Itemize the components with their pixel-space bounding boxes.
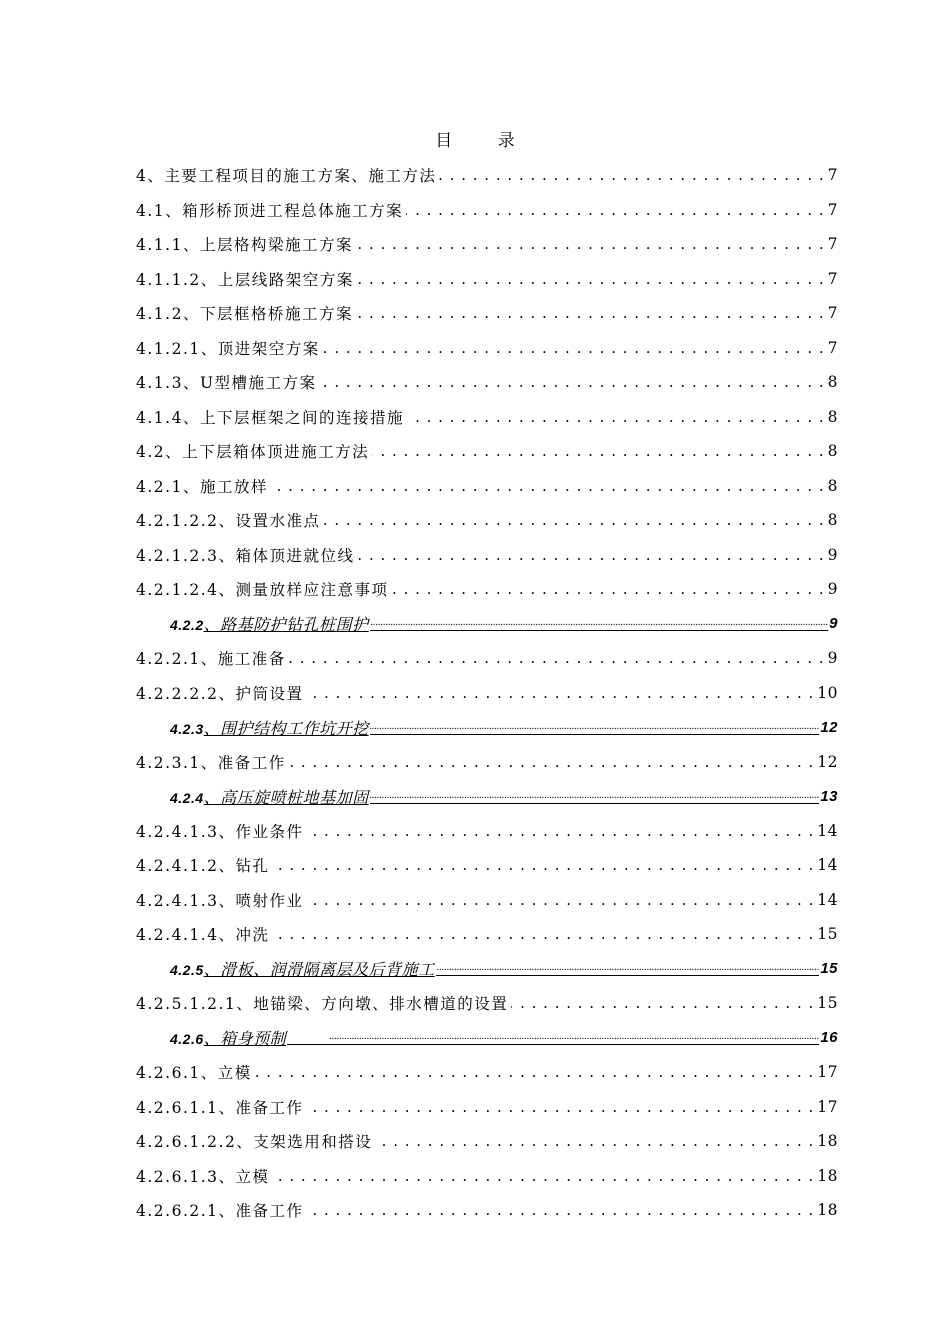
- toc-dot-leader: [307, 890, 815, 910]
- toc-entry-label: [170, 957, 435, 980]
- toc-entry-label: 4.1.3、U型槽施工方案: [136, 374, 317, 393]
- toc-entry-label: 4.2.6.2.1、准备工作: [136, 1202, 304, 1221]
- toc-page-number: 17: [817, 1097, 838, 1116]
- toc-dot-leader: [320, 372, 825, 392]
- toc-entry[interactable]: [136, 883, 838, 918]
- toc-entry[interactable]: [136, 1055, 838, 1090]
- toc-entry[interactable]: [136, 814, 838, 849]
- toc-entry-label: 4.1.2、下层框格桥施工方案: [136, 305, 353, 324]
- toc-dot-leader: [323, 338, 825, 358]
- toc-dot-leader: [370, 789, 820, 804]
- toc-entry[interactable]: [136, 848, 838, 883]
- toc-page-number: 18: [817, 1132, 838, 1151]
- toc-dot-leader: [406, 200, 824, 220]
- toc-dot-leader: [307, 1200, 815, 1220]
- toc-title: 目 录: [435, 131, 535, 151]
- toc-page-number: 9: [829, 615, 838, 633]
- toc-entry[interactable]: [136, 365, 838, 400]
- toc-list: [136, 158, 838, 1228]
- toc-dot-leader: [511, 993, 814, 1013]
- toc-page-number: 12: [820, 718, 838, 736]
- toc-entry[interactable]: [136, 227, 838, 262]
- toc-dot-leader: [255, 1062, 815, 1082]
- toc-entry[interactable]: [136, 1124, 838, 1159]
- toc-dot-leader: [273, 855, 815, 875]
- toc-page-number: 15: [820, 960, 838, 978]
- toc-entry-label: 4.2.1.2.2、设置水准点: [136, 512, 321, 531]
- toc-page-number: 13: [820, 787, 838, 805]
- toc-dot-leader: [289, 752, 815, 772]
- toc-entry-label: 4.2.5.1.2.1、地锚梁、方向墩、排水槽道的设置: [136, 995, 509, 1014]
- toc-dot-leader: [372, 441, 824, 461]
- toc-entry[interactable]: [136, 917, 838, 952]
- toc-dot-leader: [287, 1030, 819, 1045]
- toc-entry-label: 4.2.1、施工放样: [136, 477, 268, 496]
- toc-entry[interactable]: [136, 503, 838, 538]
- toc-entry-text: 、滑板、润滑隔离层及后背施工: [203, 962, 435, 980]
- toc-entry-label: 4.1.1、上层格构梁施工方案: [136, 236, 353, 255]
- toc-entry[interactable]: [136, 952, 838, 987]
- toc-page-number: 7: [827, 304, 838, 323]
- toc-entry-label: 4.1.2.1、顶进架空方案: [136, 339, 320, 358]
- toc-entry[interactable]: [136, 779, 838, 814]
- toc-page-number: 14: [817, 856, 838, 875]
- toc-entry-text: 、箱身预制: [203, 1031, 287, 1049]
- toc-entry[interactable]: [136, 1090, 838, 1125]
- toc-entry[interactable]: [136, 641, 838, 676]
- toc-entry[interactable]: [136, 676, 838, 711]
- toc-page-number: 16: [820, 1029, 838, 1047]
- toc-page-number: 12: [817, 752, 838, 771]
- toc-entry-label: 4.1.4、上下层框架之间的连接措施: [136, 408, 404, 427]
- toc-page-number: 7: [827, 200, 838, 219]
- toc-entry-number: 4.2.5: [170, 962, 204, 979]
- toc-page-number: 9: [827, 580, 838, 599]
- toc-entry-label: 4、主要工程项目的施工方案、施工方法: [136, 167, 437, 186]
- toc-entry-label: 4.2.1.2.3、箱体顶进就位线: [136, 546, 355, 565]
- toc-entry-label: 4.2.2.1、施工准备: [136, 650, 286, 669]
- toc-entry[interactable]: [136, 710, 838, 745]
- toc-entry-label: 4.2.6.1.1、准备工作: [136, 1098, 304, 1117]
- toc-entry[interactable]: [136, 745, 838, 780]
- toc-page-number: 9: [827, 649, 838, 668]
- toc-entry-label: 4.1、箱形桥顶进工程总体施工方案: [136, 201, 404, 220]
- toc-page-number: 8: [827, 511, 838, 530]
- toc-entry-label: [170, 1026, 286, 1049]
- toc-entry-label: 4.2.6.1.3、立模: [136, 1167, 270, 1186]
- toc-entry[interactable]: [136, 262, 838, 297]
- toc-dot-leader: [358, 545, 825, 565]
- toc-entry[interactable]: [136, 607, 838, 642]
- toc-page-number: 8: [827, 476, 838, 495]
- toc-dot-leader: [271, 476, 825, 496]
- toc-entry-number: 4.2.3: [170, 720, 204, 737]
- toc-dot-leader: [356, 303, 825, 323]
- toc-entry-number: 4.2.4: [170, 789, 204, 806]
- toc-entry-number: 4.2.2: [170, 617, 204, 634]
- toc-entry-label: [170, 785, 369, 808]
- toc-entry-label: 4.2.4.1.4、冲洗: [136, 926, 270, 945]
- toc-entry-label: [170, 612, 369, 635]
- toc-page-number: 7: [827, 338, 838, 357]
- toc-dot-leader: [407, 407, 825, 427]
- toc-entry[interactable]: [136, 1193, 838, 1228]
- toc-dot-leader: [307, 821, 815, 841]
- toc-entry-label: 4.2.4.1.2、钻孔: [136, 857, 270, 876]
- toc-page-number: 9: [827, 545, 838, 564]
- toc-dot-leader: [370, 720, 820, 735]
- toc-dot-leader: [356, 234, 825, 254]
- toc-dot-leader: [307, 683, 815, 703]
- toc-entry-text: 、高压旋喷桩地基加固: [203, 789, 369, 807]
- toc-page-number: 15: [817, 925, 838, 944]
- toc-entry-label: 4.2.4.1.3、喷射作业: [136, 891, 304, 910]
- toc-entry[interactable]: [136, 1159, 838, 1194]
- toc-entry[interactable]: [136, 434, 838, 469]
- toc-dot-leader: [273, 924, 815, 944]
- toc-entry[interactable]: [136, 572, 838, 607]
- toc-entry-number: 4.2.6: [170, 1031, 204, 1048]
- toc-page-number: 17: [817, 1063, 838, 1082]
- toc-entry-label: 4.2、上下层箱体顶进施工方法: [136, 443, 370, 462]
- toc-page-number: 7: [827, 235, 838, 254]
- toc-dot-leader: [357, 269, 825, 289]
- toc-page-number: 14: [817, 890, 838, 909]
- toc-entry-text: 、路基防护钻孔桩围护: [203, 617, 369, 635]
- toc-dot-leader: [439, 165, 824, 185]
- toc-dot-leader: [375, 1131, 814, 1151]
- toc-dot-leader: [289, 648, 825, 668]
- toc-page-number: 18: [817, 1166, 838, 1185]
- toc-entry[interactable]: [136, 331, 838, 366]
- toc-entry[interactable]: [136, 469, 838, 504]
- toc-page-number: 8: [827, 442, 838, 461]
- toc-entry-label: [170, 716, 369, 739]
- toc-entry-label: 4.2.3.1、准备工作: [136, 753, 286, 772]
- toc-entry-label: 4.2.6.1.2.2、支架选用和搭设: [136, 1133, 373, 1152]
- toc-dot-leader: [392, 579, 825, 599]
- toc-page-number: 8: [827, 373, 838, 392]
- toc-page-number: 8: [827, 407, 838, 426]
- toc-entry[interactable]: [136, 1021, 838, 1056]
- toc-page-number: 15: [817, 994, 838, 1013]
- toc-page-number: 14: [817, 821, 838, 840]
- toc-entry-label: 4.2.1.2.4、测量放样应注意事项: [136, 581, 389, 600]
- toc-entry[interactable]: [136, 193, 838, 228]
- toc-entry-text: 、围护结构工作坑开挖: [203, 720, 369, 738]
- toc-entry-label: 4.2.4.1.3、作业条件: [136, 822, 304, 841]
- toc-entry-label: 4.2.2.2.2、护筒设置: [136, 684, 304, 703]
- toc-dot-leader: [324, 510, 825, 530]
- toc-page-number: 18: [817, 1201, 838, 1220]
- toc-entry-label: 4.2.6.1、立模: [136, 1064, 252, 1083]
- toc-entry[interactable]: [136, 986, 838, 1021]
- toc-entry-label: 4.1.1.2、上层线路架空方案: [136, 270, 354, 289]
- toc-page-number: 7: [827, 269, 838, 288]
- toc-page-number: 7: [827, 166, 838, 185]
- toc-entry[interactable]: [136, 538, 838, 573]
- toc-dot-leader: [307, 1097, 815, 1117]
- toc-dot-leader: [273, 1166, 815, 1186]
- toc-entry[interactable]: [136, 296, 838, 331]
- toc-page-number: 10: [817, 683, 838, 702]
- toc-dot-leader: [436, 961, 820, 976]
- toc-dot-leader: [370, 616, 829, 631]
- toc-entry[interactable]: [136, 400, 838, 435]
- toc-entry[interactable]: [136, 158, 838, 193]
